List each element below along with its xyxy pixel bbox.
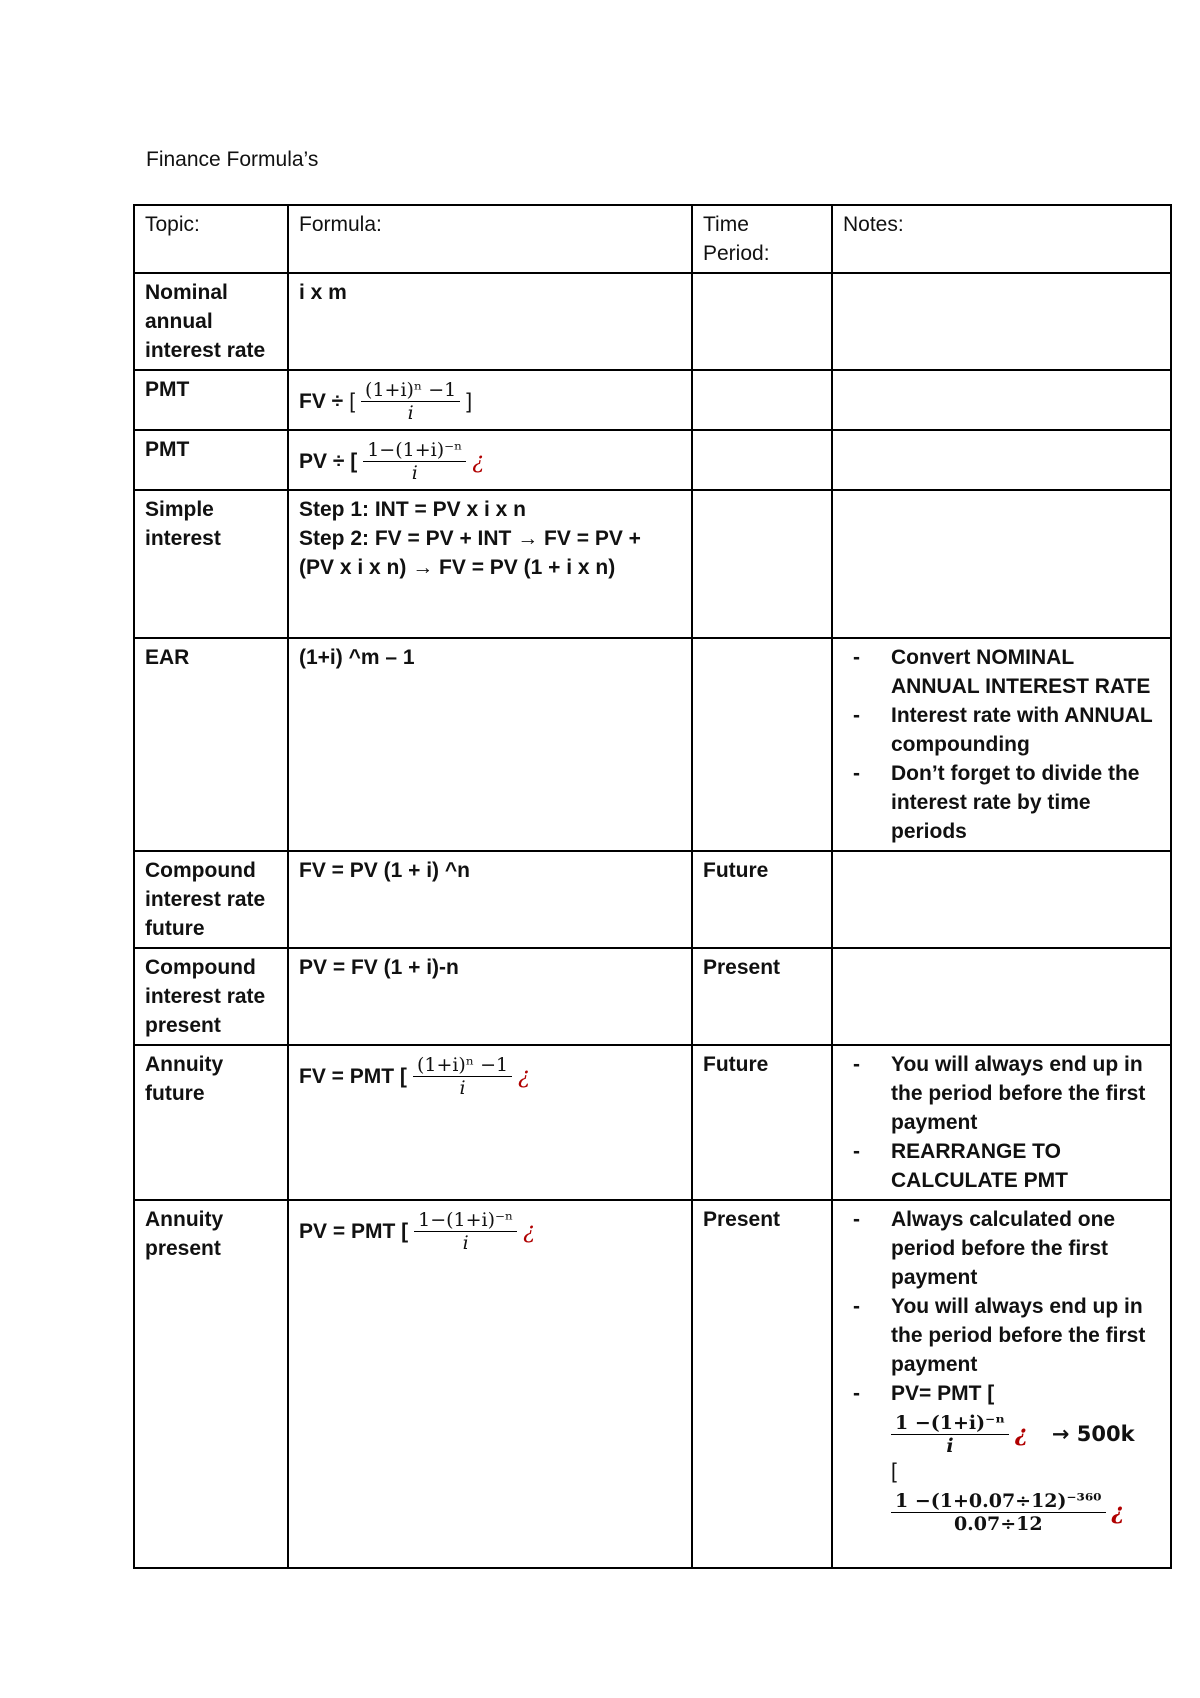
time-cell (692, 430, 832, 490)
formula-cell (288, 490, 692, 638)
note-formula-numeric (843, 1490, 1160, 1535)
header-time-period: Time Period: (692, 205, 832, 273)
formula-cell (288, 370, 692, 430)
bracket-close: ] (466, 390, 473, 413)
numerator: (1+i)ⁿ −1 (413, 1054, 512, 1077)
notes-cell (832, 370, 1171, 430)
table-row (134, 1200, 1171, 1568)
topic-cell: PMT (134, 430, 288, 490)
time-cell (692, 490, 832, 638)
formula-cell: i x m (288, 273, 692, 370)
formula-prefix: FV ÷ (299, 390, 344, 413)
formula-prefix: FV = PMT [ (299, 1065, 407, 1088)
formula-cell (288, 1045, 692, 1200)
denominator: i (459, 1077, 466, 1099)
note-formula (843, 1412, 1160, 1457)
topic-cell: Simple interest (134, 490, 288, 638)
header-formula: Formula: (288, 205, 692, 273)
notes-cell (832, 1200, 1171, 1568)
formula-cell (288, 430, 692, 490)
formula-prefix: PV = PMT [ (299, 1220, 409, 1243)
table-row (134, 948, 1171, 1045)
note-item: - You will always end up in the period before the first payment (891, 1050, 1160, 1137)
time-cell (692, 273, 832, 370)
fraction (413, 1054, 512, 1099)
denominator: i (946, 1435, 954, 1457)
notes-cell (832, 638, 1171, 851)
formula-table (133, 204, 1172, 1569)
denominator: 0.07÷12 (953, 1513, 1043, 1535)
table-row (134, 370, 1171, 430)
time-cell: Future (692, 851, 832, 948)
symbol-suffix: ¿ (472, 449, 485, 474)
formula-cell (288, 1200, 692, 1568)
note-item: - You will always end up in the period before the first payment (891, 1292, 1160, 1379)
topic-cell: Annuity present (134, 1200, 288, 1568)
numerator: 1 −(1+0.07÷12)⁻³⁶⁰ (891, 1490, 1106, 1513)
time-cell (692, 638, 832, 851)
notes-cell (832, 1045, 1171, 1200)
numerator: 1−(1+i)⁻ⁿ (414, 1209, 517, 1232)
denominator: i (411, 462, 418, 484)
denominator: i (462, 1232, 469, 1254)
time-cell: Future (692, 1045, 832, 1200)
numerator: 1 −(1+i)⁻ⁿ (891, 1412, 1009, 1435)
formula-cell: FV = PV (1 + i) ^n (288, 851, 692, 948)
header-topic: Topic: (134, 205, 288, 273)
fraction (891, 1490, 1106, 1535)
notes-cell (832, 948, 1171, 1045)
bracket-open: [ (349, 390, 356, 413)
fraction (361, 379, 460, 424)
numerator: 1−(1+i)⁻ⁿ (363, 439, 466, 462)
topic-cell: Compound interest rate future (134, 851, 288, 948)
formula-cell: (1+i) ^m – 1 (288, 638, 692, 851)
formula-step-1: Step 1: INT = PV x i x n (299, 498, 526, 521)
symbol-suffix: ¿ (1014, 1421, 1028, 1447)
note-item: - PV= PMT [ (891, 1379, 1160, 1408)
table-row (134, 490, 1171, 638)
fraction (891, 1412, 1009, 1457)
page-title: Finance Formula’s (146, 148, 319, 171)
table-row (134, 430, 1171, 490)
symbol-suffix: ¿ (1111, 1499, 1125, 1525)
note-item: - REARRANGE TO CALCULATE PMT (891, 1137, 1160, 1195)
time-cell (692, 370, 832, 430)
formula-cell: PV = FV (1 + i)-n (288, 948, 692, 1045)
table-row (134, 638, 1171, 851)
topic-cell: EAR (134, 638, 288, 851)
symbol-suffix: ¿ (518, 1064, 530, 1089)
table-row (134, 273, 1171, 370)
table-row (134, 1045, 1171, 1200)
time-cell: Present (692, 1200, 832, 1568)
notes-cell (832, 430, 1171, 490)
topic-cell: Compound interest rate present (134, 948, 288, 1045)
symbol-suffix: ¿ (523, 1219, 536, 1244)
topic-cell: PMT (134, 370, 288, 430)
numerator: (1+i)ⁿ −1 (361, 379, 460, 402)
note-bracket: [ (891, 1460, 897, 1483)
table-header-row (134, 205, 1171, 273)
time-cell: Present (692, 948, 832, 1045)
note-item: - Don’t forget to divide the interest rate by time periods (891, 759, 1160, 846)
fraction (414, 1209, 517, 1254)
formula-step-2: Step 2: FV = PV + INT → FV = PV + (PV x i x n) → FV = PV (1 + i x n) (299, 527, 641, 579)
note-item: - Always calculated one period before the first payment (891, 1205, 1160, 1292)
result-text: → 500k (1051, 1422, 1135, 1446)
fraction (363, 439, 466, 484)
formula-prefix: PV ÷ [ (299, 450, 358, 473)
topic-cell: Nominal annual interest rate (134, 273, 288, 370)
notes-cell (832, 273, 1171, 370)
note-item: - Convert NOMINAL ANNUAL INTEREST RATE (891, 643, 1160, 701)
notes-cell (832, 490, 1171, 638)
notes-cell (832, 851, 1171, 948)
topic-cell: Annuity future (134, 1045, 288, 1200)
denominator: i (407, 402, 414, 424)
header-notes: Notes: (832, 205, 1171, 273)
table-row (134, 851, 1171, 948)
note-item: - Interest rate with ANNUAL compounding (891, 701, 1160, 759)
